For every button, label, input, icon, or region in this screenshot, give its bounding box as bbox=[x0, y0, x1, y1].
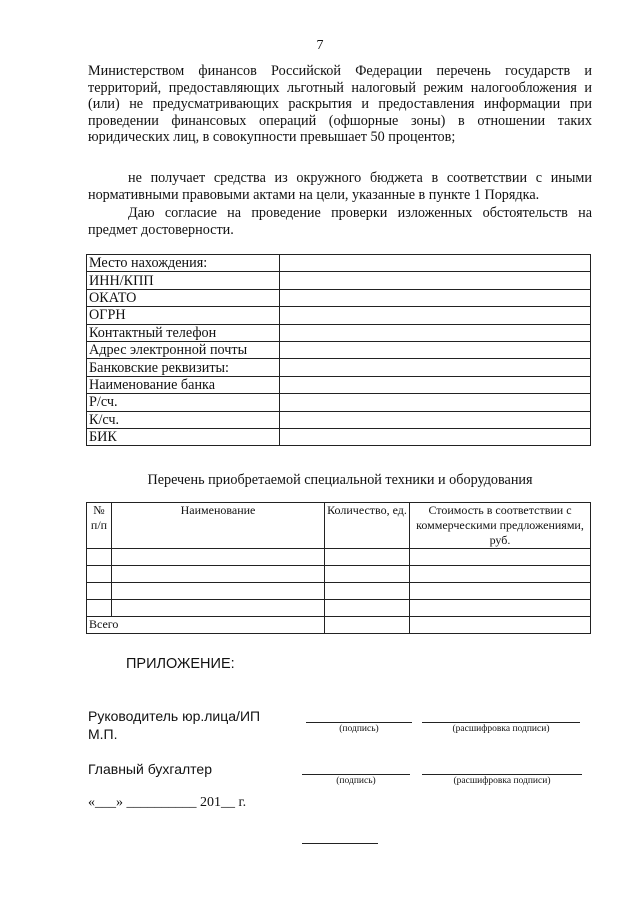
head-signature-caption: (подпись) bbox=[339, 724, 379, 734]
total-row bbox=[87, 617, 591, 634]
header-name: Наименование bbox=[112, 503, 325, 549]
head-signature-line[interactable] bbox=[306, 722, 412, 723]
cell[interactable] bbox=[112, 566, 325, 583]
row-label: БИК bbox=[87, 428, 280, 445]
row-value[interactable] bbox=[280, 359, 591, 376]
paragraph-offshore bbox=[88, 63, 592, 146]
footer-divider bbox=[302, 843, 378, 844]
accountant-signature-line[interactable] bbox=[302, 774, 410, 775]
row-label: ОКАТО bbox=[87, 289, 280, 306]
cell[interactable] bbox=[325, 566, 410, 583]
cell[interactable] bbox=[325, 600, 410, 617]
equipment-table bbox=[86, 502, 591, 634]
row-label: Место нахождения: bbox=[87, 255, 280, 272]
table-row bbox=[87, 255, 591, 272]
appendix-label: ПРИЛОЖЕНИЕ: bbox=[126, 656, 235, 672]
cell[interactable] bbox=[410, 617, 591, 634]
row-value[interactable] bbox=[280, 376, 591, 393]
cell[interactable] bbox=[410, 549, 591, 566]
paragraph-budget-text: не получает средства из окружного бюджета в соответствии с иными нормативными правовыми актами на цели, указанные в пункте 1 Порядка. bbox=[88, 170, 592, 203]
cell[interactable] bbox=[87, 583, 112, 600]
row-label: Адрес электронной почты bbox=[87, 341, 280, 358]
cell[interactable] bbox=[112, 549, 325, 566]
head-decode-line[interactable] bbox=[422, 722, 580, 723]
row-label: Банковские реквизиты: bbox=[87, 359, 280, 376]
table-row bbox=[87, 583, 591, 600]
accountant-decode-line[interactable] bbox=[422, 774, 582, 775]
paragraph-consent-text: Даю согласие на проведение проверки изложенных обстоятельств на предмет достоверности. bbox=[88, 205, 592, 238]
cell[interactable] bbox=[87, 566, 112, 583]
cell[interactable] bbox=[87, 600, 112, 617]
accountant-signature-caption: (подпись) bbox=[336, 776, 376, 786]
cell[interactable] bbox=[112, 583, 325, 600]
accountant-decode-caption: (расшифровка подписи) bbox=[453, 776, 551, 786]
cell[interactable] bbox=[325, 549, 410, 566]
table-row bbox=[87, 289, 591, 306]
organization-details-table bbox=[86, 254, 591, 446]
header-number: № п/п bbox=[87, 503, 112, 549]
header-quantity: Количество, ед. bbox=[325, 503, 410, 549]
row-value[interactable] bbox=[280, 307, 591, 324]
row-label: ИНН/КПП bbox=[87, 272, 280, 289]
table-row bbox=[87, 428, 591, 445]
table-row bbox=[87, 549, 591, 566]
row-value[interactable] bbox=[280, 255, 591, 272]
row-value[interactable] bbox=[280, 428, 591, 445]
row-label: Р/сч. bbox=[87, 394, 280, 411]
cell[interactable] bbox=[410, 600, 591, 617]
equipment-section-title: Перечень приобретаемой специальной техники и оборудования bbox=[147, 472, 533, 488]
head-signature-label: Руководитель юр.лица/ИП bbox=[88, 708, 261, 724]
paragraph-consent bbox=[88, 205, 592, 238]
row-label: Контактный телефон bbox=[87, 324, 280, 341]
paragraph-offshore-text: Министерством финансов Российской Федерации перечень государств и территорий, предоставляющих льготный налоговый режим налогообложения и (или) не предусматривающих раскрытия и предоставления информации при проведении финансовых операций (офшорные зоны) в отношении таких юридических лиц, в совокупности превышает 50 процентов; bbox=[88, 63, 592, 146]
table-row bbox=[87, 600, 591, 617]
paragraph-budget bbox=[88, 170, 592, 203]
row-value[interactable] bbox=[280, 341, 591, 358]
table-row bbox=[87, 411, 591, 428]
row-label: ОГРН bbox=[87, 307, 280, 324]
page-number: 7 bbox=[316, 38, 324, 53]
row-value[interactable] bbox=[280, 394, 591, 411]
table-row bbox=[87, 376, 591, 393]
head-decode-caption: (расшифровка подписи) bbox=[452, 724, 550, 734]
table-row bbox=[87, 394, 591, 411]
row-value[interactable] bbox=[280, 272, 591, 289]
cell[interactable] bbox=[325, 583, 410, 600]
cell[interactable] bbox=[325, 617, 410, 634]
row-value[interactable] bbox=[280, 289, 591, 306]
cell[interactable] bbox=[410, 583, 591, 600]
row-value[interactable] bbox=[280, 324, 591, 341]
header-cost: Стоимость в соответствии с коммерческими предложениями, руб. bbox=[410, 503, 591, 549]
cell[interactable] bbox=[87, 549, 112, 566]
table-row bbox=[87, 566, 591, 583]
table-row bbox=[87, 272, 591, 289]
cell[interactable] bbox=[112, 600, 325, 617]
row-value[interactable] bbox=[280, 411, 591, 428]
accountant-signature-label: Главный бухгалтер bbox=[88, 761, 212, 777]
table-header-row bbox=[87, 503, 591, 549]
table-row bbox=[87, 307, 591, 324]
stamp-label: М.П. bbox=[88, 726, 118, 742]
cell[interactable] bbox=[410, 566, 591, 583]
date-line[interactable]: «___» __________ 201__ г. bbox=[88, 795, 247, 810]
table-row bbox=[87, 341, 591, 358]
table-row bbox=[87, 324, 591, 341]
row-label: К/сч. bbox=[87, 411, 280, 428]
row-label: Наименование банка bbox=[87, 376, 280, 393]
total-label: Всего bbox=[87, 617, 325, 634]
table-row bbox=[87, 359, 591, 376]
